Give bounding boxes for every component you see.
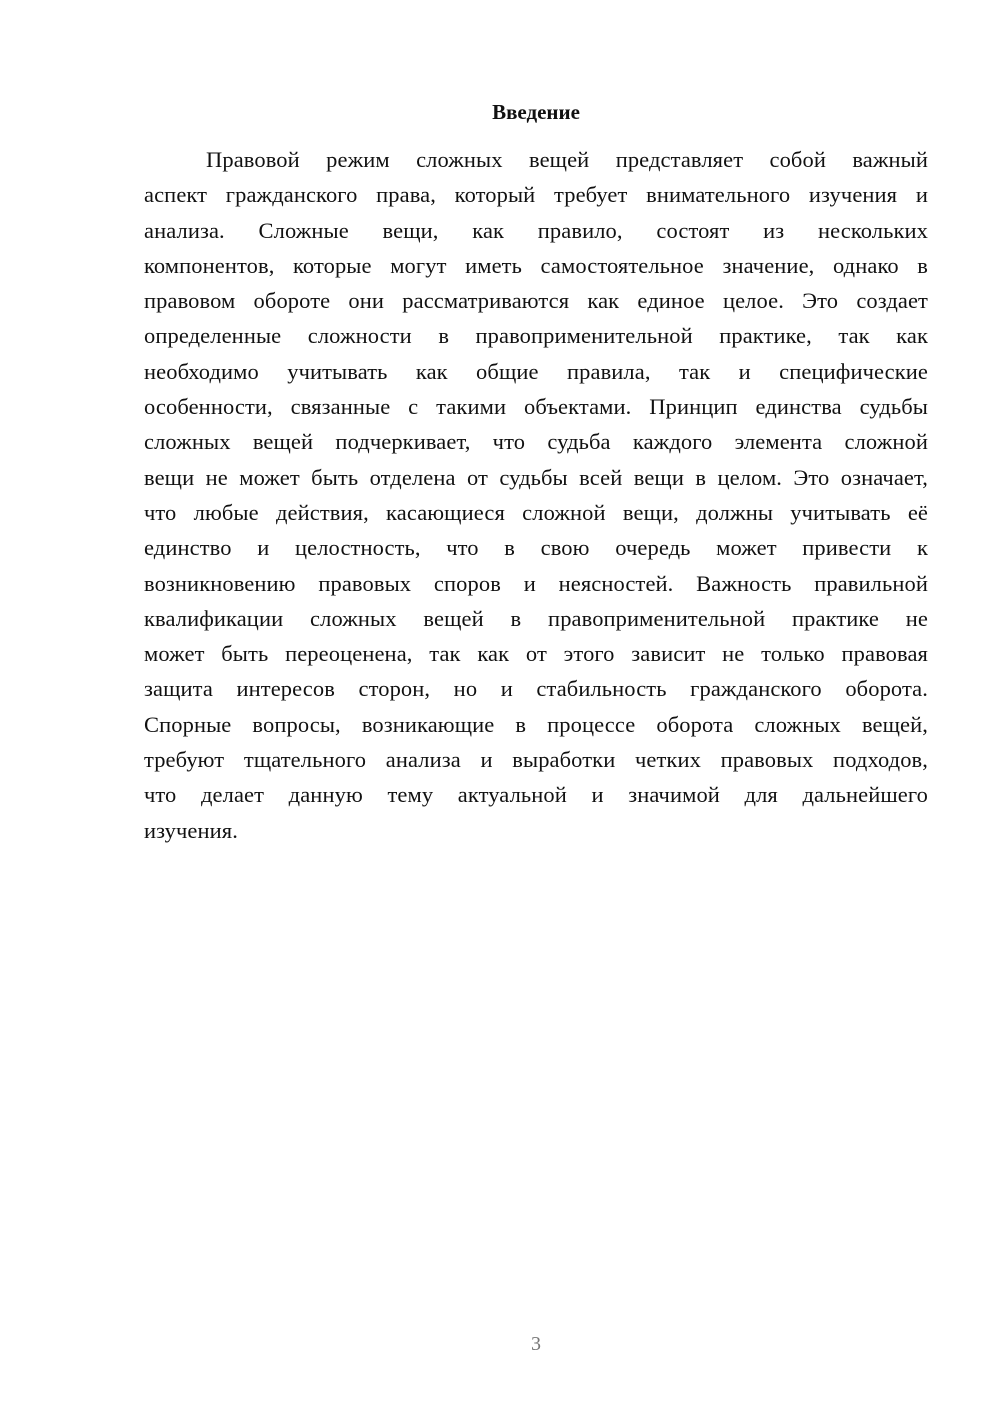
paragraph-line: определенные сложности в правоприменительной практике, так как	[144, 323, 928, 349]
paragraph-line: анализа. Сложные вещи, как правило, состоят из нескольких	[144, 217, 928, 243]
paragraph-line: что любые действия, касающиеся сложной вещи, должны учитывать её	[144, 499, 928, 525]
paragraph-line: требуют тщательного анализа и выработки четких правовых подходов,	[144, 747, 928, 773]
paragraph-line: что делает данную тему актуальной и значимой для дальнейшего	[144, 782, 928, 808]
paragraph-line: сложных вещей подчеркивает, что судьба каждого элемента сложной	[144, 429, 928, 455]
paragraph-line: защита интересов сторон, но и стабильность гражданского оборота.	[144, 676, 928, 702]
page-number: 3	[531, 1333, 541, 1355]
paragraph-line: единство и целостность, что в свою очередь может привести к	[144, 535, 928, 561]
body-paragraph	[144, 142, 928, 848]
section-heading: Введение	[492, 100, 580, 124]
paragraph-line: аспект гражданского права, который требует внимательного изучения и	[144, 182, 928, 208]
paragraph-line: может быть переоценена, так как от этого зависит не только правовая	[144, 641, 928, 667]
paragraph-line: Спорные вопросы, возникающие в процессе оборота сложных вещей,	[144, 711, 928, 737]
paragraph-line: необходимо учитывать как общие правила, так и специфические	[144, 358, 928, 384]
paragraph-line: Правовой режим сложных вещей представляет собой важный	[206, 147, 928, 172]
paragraph-line: компонентов, которые могут иметь самостоятельное значение, однако в	[144, 252, 928, 278]
paragraph-line: изучения.	[144, 817, 238, 843]
paragraph-line: квалификации сложных вещей в правоприменительной практике не	[144, 605, 928, 631]
paragraph-line: вещи не может быть отделена от судьбы всей вещи в целом. Это означает,	[144, 464, 928, 490]
paragraph-line: правовом обороте они рассматриваются как единое целое. Это создает	[144, 288, 928, 314]
paragraph-line: возникновению правовых споров и неясностей. Важность правильной	[144, 570, 928, 596]
paragraph-line: особенности, связанные с такими объектами. Принцип единства судьбы	[144, 394, 928, 420]
